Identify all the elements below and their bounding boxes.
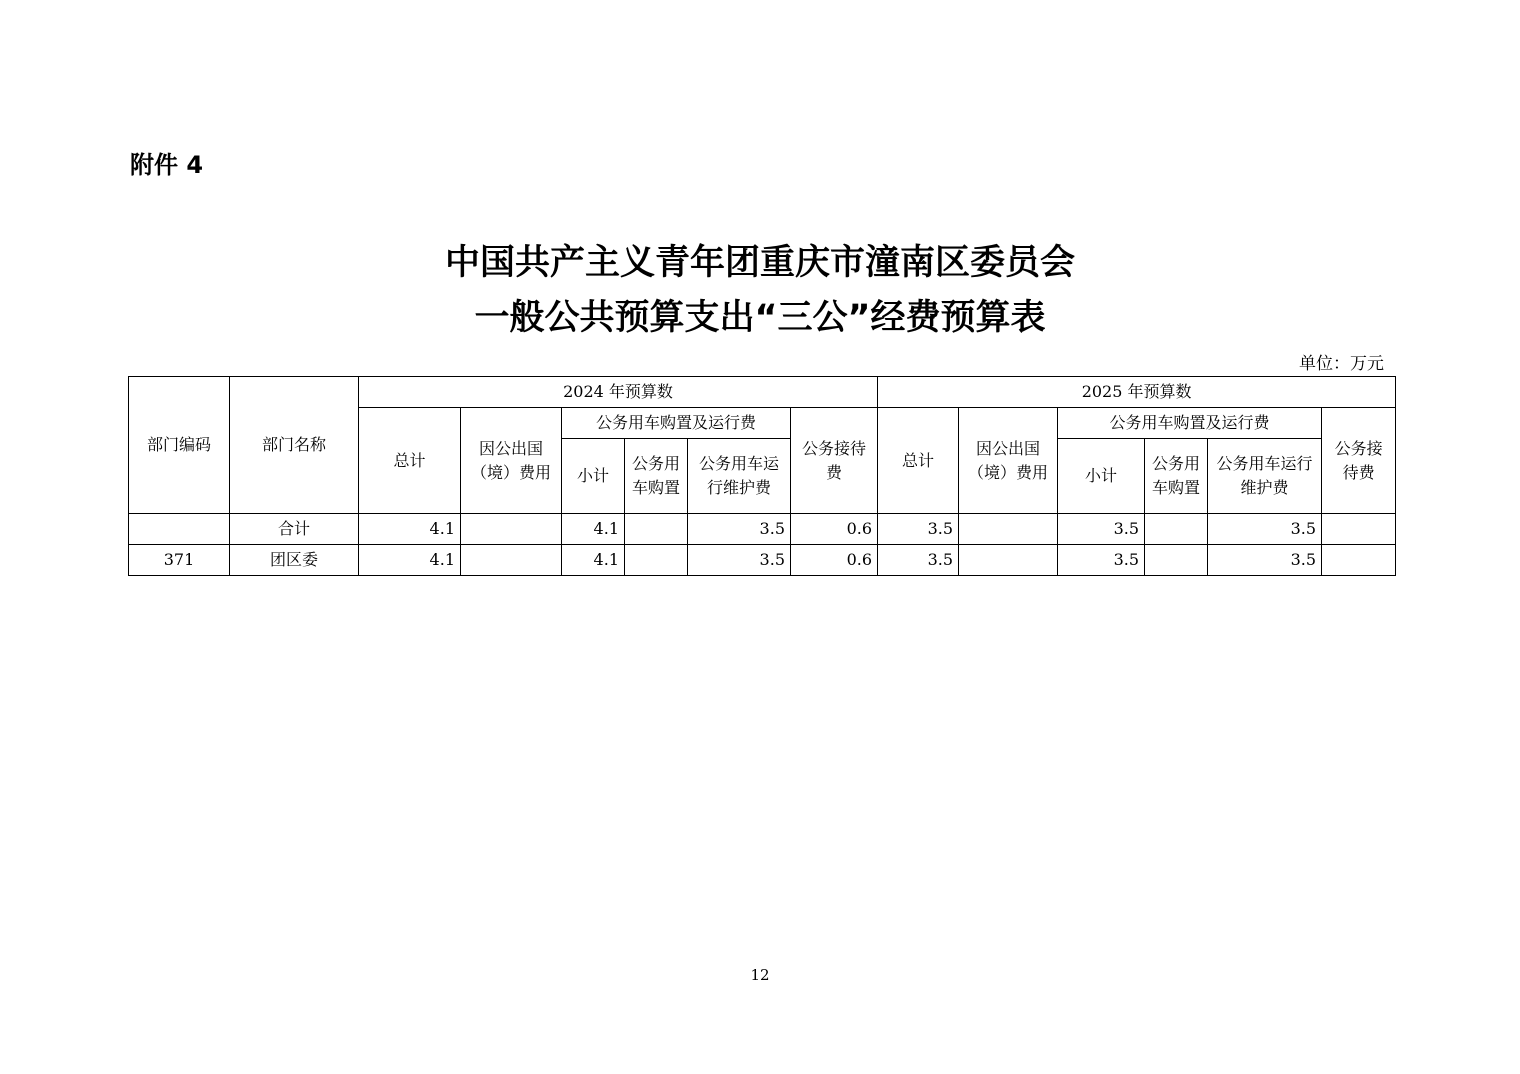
header-vehicle-purchase-2025: 公务用车购置: [1145, 439, 1208, 514]
header-vehicle-group-2024: 公务用车购置及运行费: [562, 408, 791, 439]
table-row-total: [129, 514, 1396, 545]
cell-reception-2024: 0.6: [791, 545, 878, 576]
header-vehicle-purchase-2024: 公务用车购置: [625, 439, 688, 514]
header-vehicle-operation-2024: 公务用车运行维护费: [688, 439, 791, 514]
cell-purchase-2025: [1145, 514, 1208, 545]
cell-operation-2025: 3.5: [1208, 545, 1322, 576]
cell-operation-2025: 3.5: [1208, 514, 1322, 545]
cell-dept-name: 合计: [230, 514, 359, 545]
header-year-2025: 2025 年预算数: [878, 377, 1396, 408]
cell-purchase-2024: [625, 545, 688, 576]
header-subtotal-2024: 小计: [562, 439, 625, 514]
document-title-line-2: 一般公共预算支出“三公”经费预算表: [474, 298, 1046, 338]
unit-label: 单位：万元: [1299, 354, 1384, 374]
header-vehicle-operation-2025: 公务用车运行维护费: [1208, 439, 1322, 514]
cell-total-2024: 4.1: [359, 514, 461, 545]
attachment-label: 附件 4: [130, 151, 204, 179]
header-abroad-2024: 因公出国（境）费用: [461, 408, 562, 514]
header-total-2025: 总计: [878, 408, 959, 514]
cell-operation-2024: 3.5: [688, 514, 791, 545]
cell-dept-code: 371: [129, 545, 230, 576]
cell-operation-2024: 3.5: [688, 545, 791, 576]
cell-dept-code: [129, 514, 230, 545]
header-subtotal-2025: 小计: [1058, 439, 1145, 514]
header-total-2024: 总计: [359, 408, 461, 514]
cell-abroad-2025: [959, 545, 1058, 576]
cell-reception-2024: 0.6: [791, 514, 878, 545]
cell-reception-2025: [1322, 545, 1396, 576]
cell-total-2024: 4.1: [359, 545, 461, 576]
header-reception-2024: 公务接待费: [791, 408, 878, 514]
header-vehicle-group-2025: 公务用车购置及运行费: [1058, 408, 1322, 439]
page-number: 12: [750, 966, 770, 984]
cell-subtotal-2024: 4.1: [562, 545, 625, 576]
cell-purchase-2025: [1145, 545, 1208, 576]
header-dept-name: 部门名称: [230, 377, 359, 514]
cell-subtotal-2025: 3.5: [1058, 545, 1145, 576]
header-reception-2025: 公务接待费: [1322, 408, 1396, 514]
header-abroad-2025: 因公出国（境）费用: [959, 408, 1058, 514]
document-title-line-1: 中国共产主义青年团重庆市潼南区委员会: [444, 243, 1075, 283]
cell-reception-2025: [1322, 514, 1396, 545]
header-year-2024: 2024 年预算数: [359, 377, 878, 408]
cell-dept-name: 团区委: [230, 545, 359, 576]
cell-total-2025: 3.5: [878, 545, 959, 576]
table-row: [129, 545, 1396, 576]
cell-subtotal-2024: 4.1: [562, 514, 625, 545]
cell-purchase-2024: [625, 514, 688, 545]
cell-subtotal-2025: 3.5: [1058, 514, 1145, 545]
cell-abroad-2025: [959, 514, 1058, 545]
cell-abroad-2024: [461, 545, 562, 576]
cell-total-2025: 3.5: [878, 514, 959, 545]
header-dept-code: 部门编码: [129, 377, 230, 514]
cell-abroad-2024: [461, 514, 562, 545]
budget-table: [128, 376, 1396, 576]
